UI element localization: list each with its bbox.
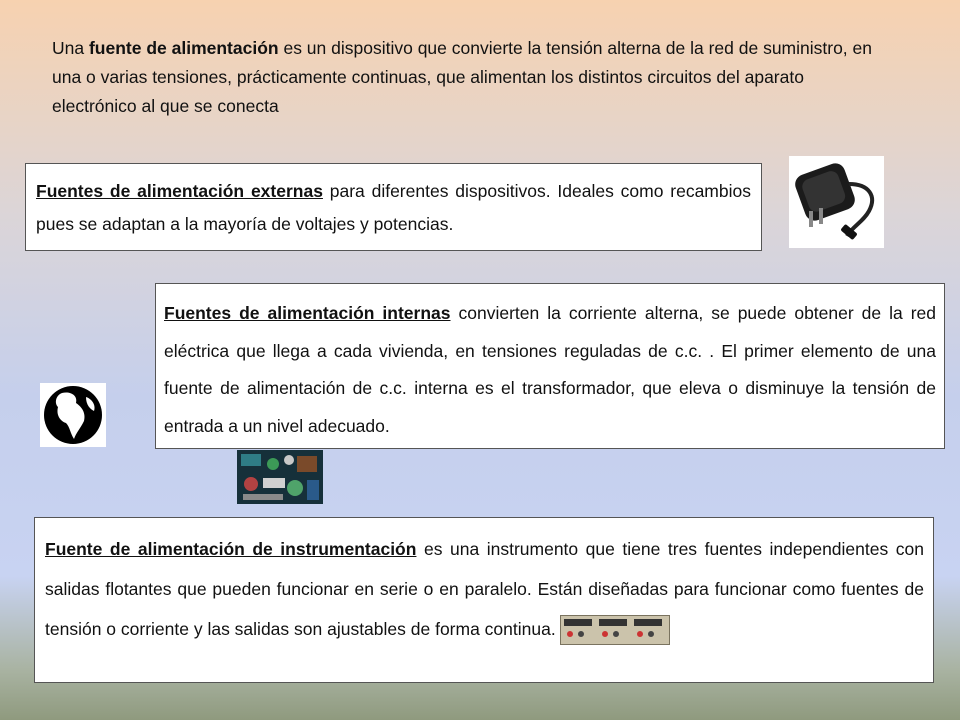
externas-title: Fuentes de alimentación externas xyxy=(36,181,323,201)
internas-box xyxy=(155,283,945,449)
instrument-panel-icon xyxy=(560,615,670,645)
intro-bold: fuente de alimentación xyxy=(88,38,279,58)
power-adapter-icon xyxy=(789,156,884,248)
internas-text: convierten la corriente alterna, se puede obtener de la red eléctrica que llega a cada vivienda, en tensiones reguladas de c.c. . El primer elemento de una fuente de alimentación de c.c. interna es el transformador, que eleva o disminuye la tensión de entrada a un nivel adecuado. xyxy=(164,303,936,436)
circuit-board-icon xyxy=(237,450,323,504)
intro-post: es un dispositivo que convierte la tensión alterna de la red de suministro, en una o varias tensiones, prácticamente continuas, que alimentan los distintos circuitos del aparato electrónico al que se conecta xyxy=(52,38,872,116)
externas-box xyxy=(25,163,762,251)
globe-icon xyxy=(40,383,106,447)
instrumentacion-title: Fuente de alimentación de instrumentación xyxy=(45,539,417,559)
instrumentacion-box xyxy=(34,517,934,683)
intro-paragraph xyxy=(52,34,882,121)
instrumentacion-text: es una instrumento que tiene tres fuentes independientes con salidas flotantes que pueden funcionar en serie o en paralelo. Están diseñadas para funcionar como fuentes de tensión o corriente y las salidas son ajustables de forma continua. xyxy=(45,539,924,639)
internas-title: Fuentes de alimentación internas xyxy=(164,303,451,323)
externas-text: para diferentes dispositivos. Ideales como recambios pues se adaptan a la mayoría de voltajes y potencias. xyxy=(36,181,751,234)
intro-pre: Una xyxy=(52,38,89,58)
